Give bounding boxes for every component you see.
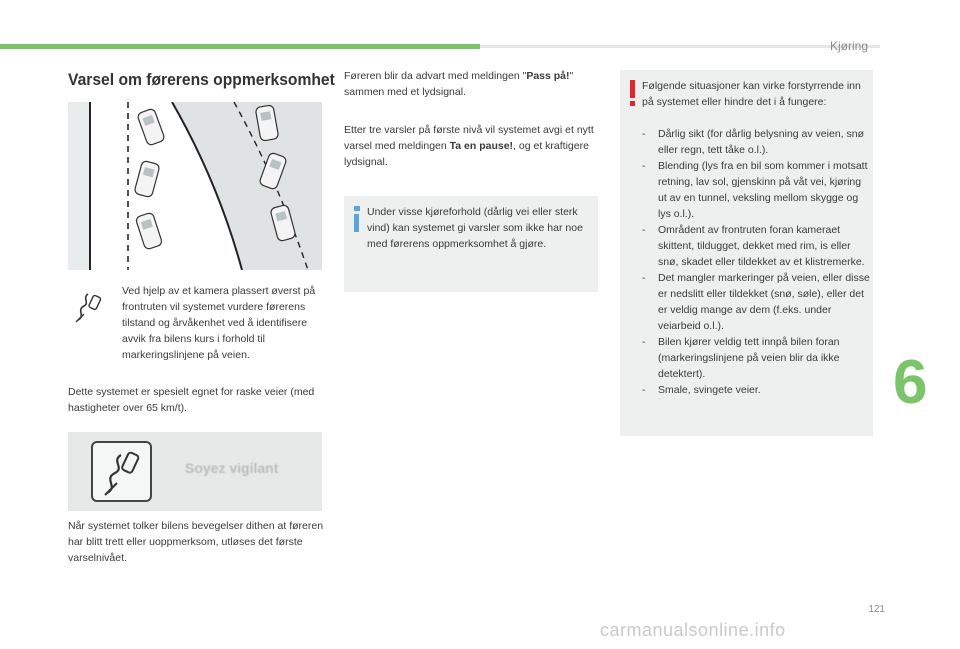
info-icon xyxy=(353,206,363,232)
dashboard-alert-illustration xyxy=(68,432,322,511)
warning-list-item: - Områdent av frontruten foran kameraet skittent, tildugget, dekket med rim, is eller snø, skadet eller tildekket av et klistremerke. xyxy=(642,224,865,268)
speed-note: Dette systemet er spesielt egnet for raske veier (med hastigheter over 65 km/t). xyxy=(68,386,315,414)
second-warning-message: Ta en pause! xyxy=(449,140,514,152)
first-alert-description: Når systemet tolker bilens bevegelser dithen at føreren har blitt trett eller uoppmerksom, utløses det første varselnivået. xyxy=(68,520,324,564)
watermark: carmanualsonline.info xyxy=(600,620,786,640)
warning-list-item: - Bilen kjører veldig tett innpå bilen foran (markeringslinjene på veien blir da ikke detektert). xyxy=(642,336,840,380)
warning-list-item: - Dårlig sikt (for dårlig belysning av veien, snø eller regn, tett tåke o.l.). xyxy=(642,128,865,156)
second-warning-text-pre: Etter tre varsler på første nivå vil systemet avgi et nytt varsel med meldingen xyxy=(344,124,594,152)
dashboard-alert-icon xyxy=(91,441,152,502)
first-warning-text-post: " sammen med et lydsignal. xyxy=(344,70,574,98)
warning-list-item: - Blending (lys fra en bil som kommer i motsatt retning, lav sol, gjenskinn på våt vei, kjøring ut av en tunnel, veksling mellom skygge og lys o.l.). xyxy=(642,160,868,220)
header-title: Kjøring xyxy=(830,39,869,53)
info-text: Under visse kjøreforhold (dårlig vei eller sterk vind) kan systemet gi varsler som ikke har noe med førerens oppmerksomhet å gjøre. xyxy=(367,206,583,250)
warning-list xyxy=(642,126,870,398)
camera-description: Ved hjelp av et kamera plassert øverst på frontruten vil systemet vurdere førerens tilstand og årvåkenhet ved å identifisere avvik fra bilens kurs i forhold til markeringslinjene på veien. xyxy=(122,285,316,361)
second-warning-paragraph xyxy=(344,122,600,170)
first-warning-message: Pass på! xyxy=(526,70,570,82)
lane-drift-warning-icon xyxy=(72,290,106,324)
section-title: Varsel om førerens oppmerksomhet xyxy=(68,70,335,89)
lane-drift-drawing xyxy=(68,102,322,270)
info-box xyxy=(344,196,598,292)
lane-drift-illustration xyxy=(68,102,322,270)
warning-icon xyxy=(628,80,636,106)
header-rule xyxy=(480,45,880,48)
second-warning-text-post: , og et kraftigere lydsignal. xyxy=(344,140,589,168)
first-warning-text-pre: Føreren blir da advart med meldingen " xyxy=(344,70,527,82)
first-warning-paragraph xyxy=(344,68,600,100)
chapter-number: 6 xyxy=(893,348,928,417)
header-accent-bar xyxy=(0,44,480,49)
page-number: 121 xyxy=(868,604,885,615)
warning-box xyxy=(620,70,873,436)
dashboard-alert-message: Soyez vigilant xyxy=(185,460,279,476)
warning-list-item: - Det mangler markeringer på veien, eller disse er nedslitt eller tildekket (snø, søle), eller det er veldig mange av dem (f.eks. under veiarbeid o.l.). xyxy=(642,272,870,332)
warning-intro: Følgende situasjoner kan virke forstyrrende inn på systemet eller hindre det i å fungere: xyxy=(642,80,861,108)
warning-list-item: - Smale, svingete veier. xyxy=(642,384,761,396)
